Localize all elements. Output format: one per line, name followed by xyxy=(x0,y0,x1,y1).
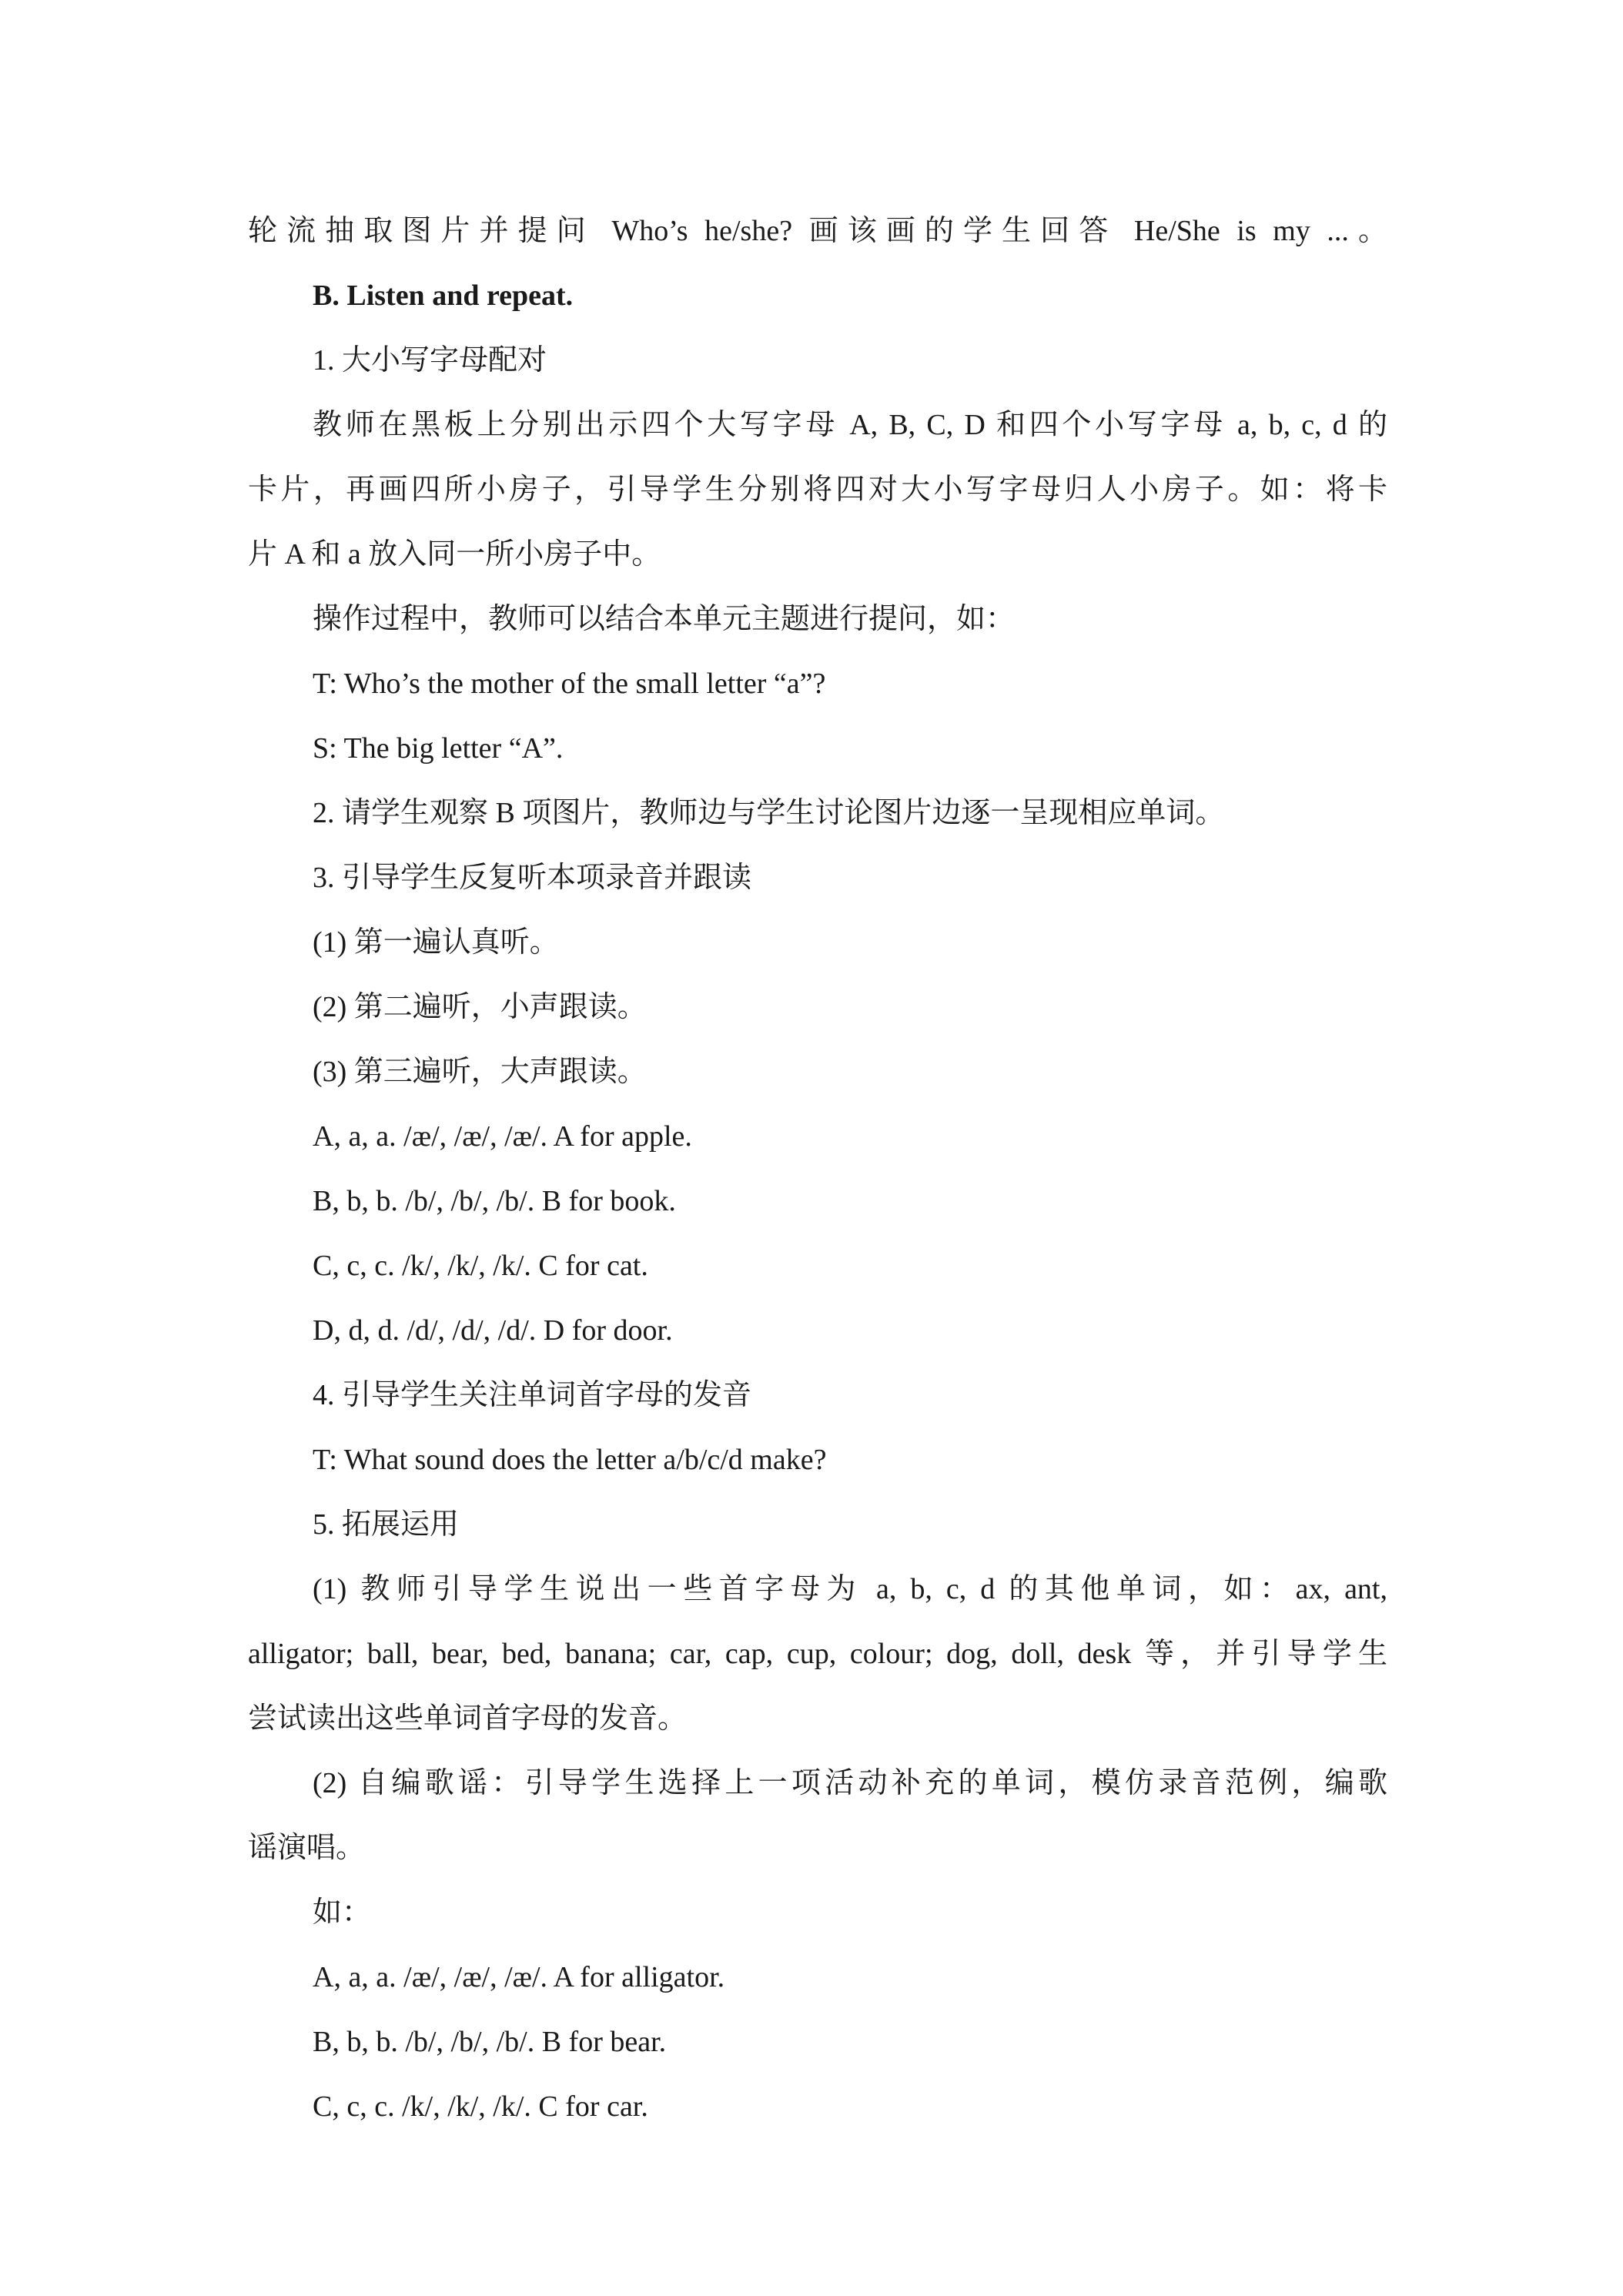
text-line: 卡片，再画四所小房子，引导学生分别将四对大小写字母归人小房子。如：将卡 xyxy=(248,474,1387,506)
step-heading: 3. 引导学生反复听本项录音并跟读 xyxy=(313,862,752,894)
step-heading: 1. 大小写字母配对 xyxy=(313,344,547,377)
text-line: 操作过程中，教师可以结合本单元主题进行提问，如： xyxy=(313,603,1016,635)
text-line: (2) 自编歌谣：引导学生选择上一项活动补充的单词，模仿录音范例，编歌 xyxy=(313,1767,1387,1799)
chant-line: B, b, b. /b/, /b/, /b/. B for bear. xyxy=(313,2026,667,2058)
sub-step: (2) 第二遍听，小声跟读。 xyxy=(313,991,647,1023)
text-line: 尝试读出这些单词首字母的发音。 xyxy=(248,1702,688,1735)
step-heading: 2. 请学生观察 B 项图片，教师边与学生讨论图片边逐一呈现相应单词。 xyxy=(313,797,1225,829)
text-line: 轮流抽取图片并提问 Who’s he/she? 画该画的学生回答 He/She is my ...。 xyxy=(248,215,1387,247)
text-line: (1) 教师引导学生说出一些首字母为 a, b, c, d 的其他单词，如：ax, ant, xyxy=(313,1573,1387,1605)
chant-line: A, a, a. /æ/, /æ/, /æ/. A for apple. xyxy=(313,1120,692,1153)
text-line: 教师在黑板上分别出示四个大写字母 A, B, C, D 和四个小写字母 a, b, c, d 的 xyxy=(313,409,1387,441)
text-line: alligator; ball, bear, bed, banana; car, cap, cup, colour; dog, doll, desk 等，并引导学生 xyxy=(248,1638,1387,1670)
chant-line: B, b, b. /b/, /b/, /b/. B for book. xyxy=(313,1185,676,1217)
dialogue-line: S: The big letter “A”. xyxy=(313,732,564,765)
sub-step: (3) 第三遍听，大声跟读。 xyxy=(313,1056,647,1088)
chant-line: A, a, a. /æ/, /æ/, /æ/. A for alligator. xyxy=(313,1961,725,1993)
chant-line: C, c, c. /k/, /k/, /k/. C for car. xyxy=(313,2090,648,2123)
document-page xyxy=(248,199,1387,2139)
step-heading: 5. 拓展运用 xyxy=(313,1508,460,1541)
step-heading: 4. 引导学生关注单词首字母的发音 xyxy=(313,1379,752,1411)
dialogue-line: T: Who’s the mother of the small letter “a”? xyxy=(313,668,826,700)
text-line: 谣演唱。 xyxy=(248,1832,366,1864)
text-line: 片 A 和 a 放入同一所小房子中。 xyxy=(248,538,661,571)
section-heading: B. Listen and repeat. xyxy=(313,279,574,312)
chant-line: C, c, c. /k/, /k/, /k/. C for cat. xyxy=(313,1250,648,1282)
sub-step: (1) 第一遍认真听。 xyxy=(313,926,559,959)
dialogue-line: T: What sound does the letter a/b/c/d make? xyxy=(313,1444,827,1476)
text-line: 如： xyxy=(313,1896,372,1929)
chant-line: D, d, d. /d/, /d/, /d/. D for door. xyxy=(313,1314,673,1347)
